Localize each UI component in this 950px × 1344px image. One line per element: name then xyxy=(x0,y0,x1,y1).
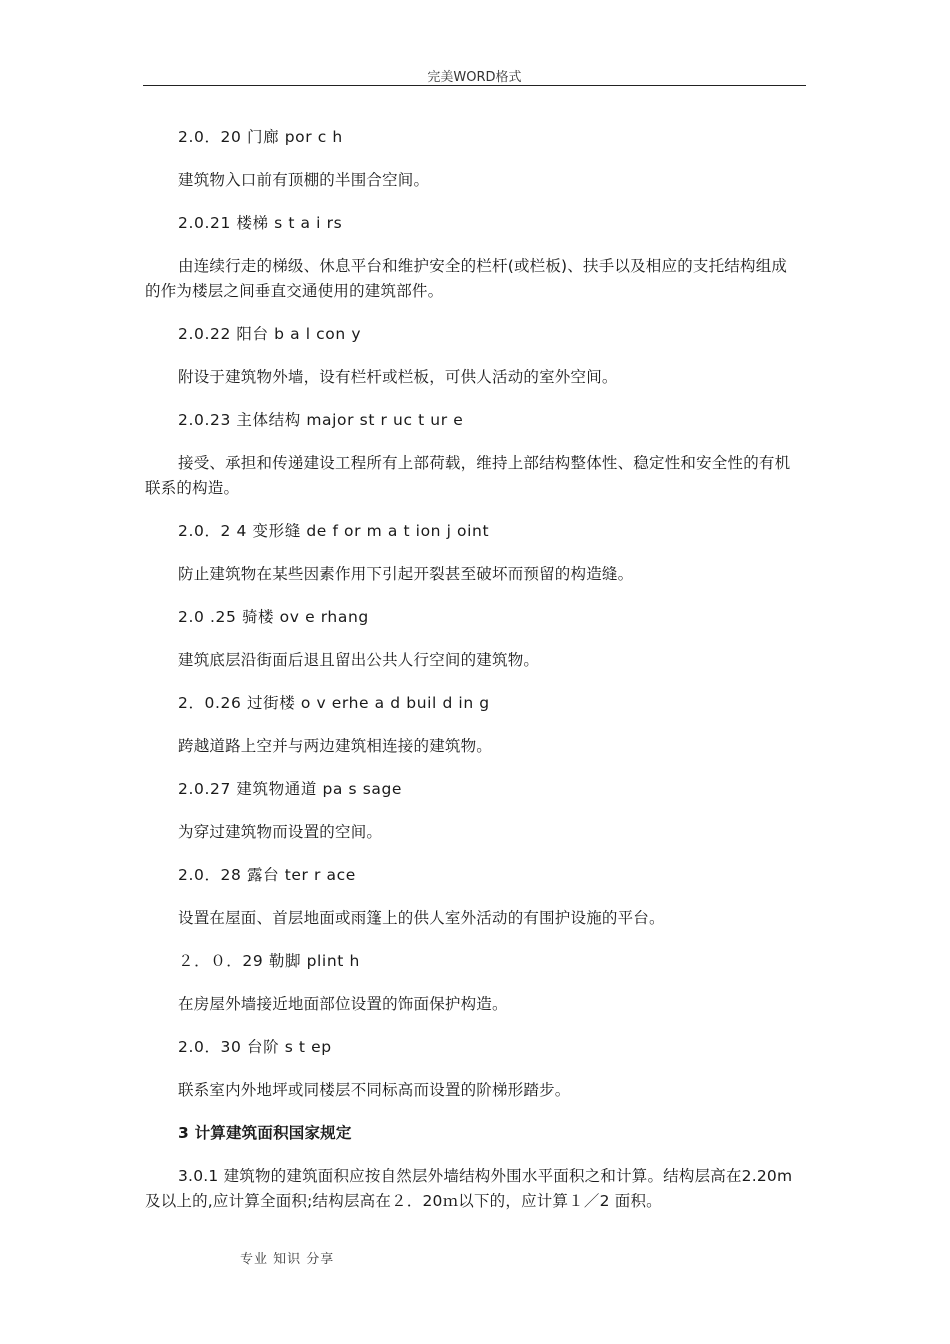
header-divider xyxy=(143,85,806,86)
definition-stairs: 由连续行走的梯级、休息平台和维护安全的栏杆(或栏板)、扶手以及相应的支托结构组成的作为楼层之间垂直交通使用的建筑部件。 xyxy=(145,257,788,300)
document-body xyxy=(145,125,800,1232)
definition-overhang: 建筑底层沿街面后退且留出公共人行空间的建筑物。 xyxy=(178,651,540,669)
definition-major-structure: 接受、承担和传递建设工程所有上部荷载，维持上部结构整体性、稳定性和安全性的有机联系的构造。 xyxy=(145,454,791,497)
section-heading: 3 计算建筑面积国家规定 xyxy=(178,1124,352,1142)
term-heading-stairs: 2.0.21 楼梯 s t a i rs xyxy=(178,214,343,232)
term-heading-terrace: 2.0．28 露台 ter r ace xyxy=(178,866,356,884)
definition-passage: 为穿过建筑物而设置的空间。 xyxy=(178,823,383,841)
term-heading-overhang: 2.0 .25 骑楼 ov e rhang xyxy=(178,608,369,626)
definition-plinth: 在房屋外墙接近地面部位设置的饰面保护构造。 xyxy=(178,995,508,1013)
term-heading-balcony: 2.0.22 阳台 b a l con y xyxy=(178,325,362,343)
definition-overhead-building: 跨越道路上空并与两边建筑相连接的建筑物。 xyxy=(178,737,493,755)
term-heading-porch: 2.0．20 门廊 por c h xyxy=(178,128,343,146)
clause-3-0-1: 3.0.1 建筑物的建筑面积应按自然层外墙结构外围水平面积之和计算。结构层高在2.20m 及以上的,应计算全面积;结构层高在２．20ｍ以下的，应计算１／2 面积。 xyxy=(145,1167,793,1210)
page-header: 完美WORD格式 xyxy=(427,70,522,85)
term-heading-step: 2.0．30 台阶 s t ep xyxy=(178,1038,332,1056)
term-heading-overhead-building: 2．0.26 过街楼 o v erhe a d buil d in g xyxy=(178,694,490,712)
page-footer: 专业 知识 分享 xyxy=(240,1252,335,1267)
term-heading-deformation-joint: 2.0．2 4 变形缝 de f or m a t ion j oint xyxy=(178,522,490,540)
definition-terrace: 设置在屋面、首层地面或雨篷上的供人室外活动的有围护设施的平台。 xyxy=(178,909,665,927)
term-heading-major-structure: 2.0.23 主体结构 major st r uc t ur e xyxy=(178,411,464,429)
definition-deformation-joint: 防止建筑物在某些因素作用下引起开裂甚至破坏而预留的构造缝。 xyxy=(178,565,634,583)
definition-balcony: 附设于建筑物外墙，设有栏杆或栏板，可供人活动的室外空间。 xyxy=(178,368,618,386)
term-heading-plinth: ２．０．29 勒脚 plint h xyxy=(178,952,360,970)
term-heading-passage: 2.0.27 建筑物通道 pa s sage xyxy=(178,780,403,798)
definition-porch: 建筑物入口前有顶棚的半围合空间。 xyxy=(178,171,430,189)
definition-step: 联系室内外地坪或同楼层不同标高而设置的阶梯形踏步。 xyxy=(178,1081,571,1099)
